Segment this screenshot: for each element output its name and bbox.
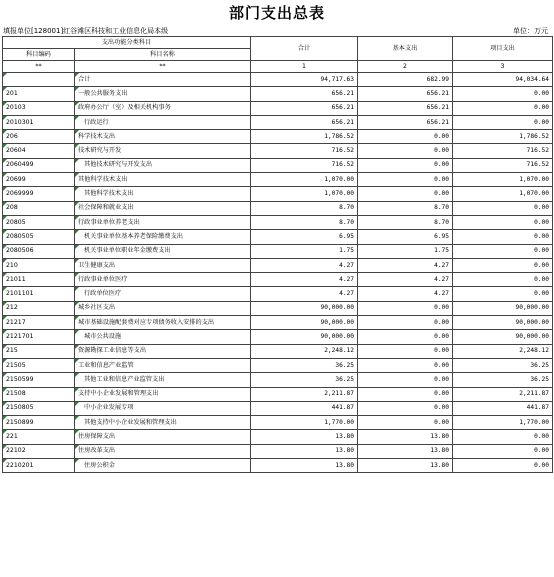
cell-project: 0.00: [453, 201, 553, 215]
cell-total: 716.52: [251, 158, 358, 172]
cell-code: 208: [3, 201, 75, 215]
cell-project: 0.00: [453, 258, 553, 272]
table-row: [3, 344, 553, 358]
cell-code: 201: [3, 87, 75, 101]
cell-total: 6.95: [251, 230, 358, 244]
cell-total: 13.80: [251, 459, 358, 473]
cell-project: 2,211.87: [453, 387, 553, 401]
table-row: [3, 87, 553, 101]
cell-code: 21508: [3, 387, 75, 401]
header-name: 科目名称: [75, 49, 251, 61]
table-row: [3, 273, 553, 287]
cell-project: 716.52: [453, 144, 553, 158]
cell-name: 城乡社区支出: [75, 301, 251, 315]
cell-basic: 0.00: [358, 344, 453, 358]
cell-name: 住房公积金: [75, 459, 251, 473]
cell-total: 8.70: [251, 201, 358, 215]
header-star-code: **: [3, 61, 75, 73]
cell-project: 1,070.00: [453, 187, 553, 201]
table-row: [3, 73, 553, 87]
cell-basic: 4.27: [358, 273, 453, 287]
cell-basic: 0.00: [358, 316, 453, 330]
table-row: [3, 258, 553, 272]
cell-project: 1,770.00: [453, 416, 553, 430]
cell-total: 656.21: [251, 87, 358, 101]
table-row: [3, 287, 553, 301]
cell-total: 90,000.00: [251, 316, 358, 330]
cell-total: 716.52: [251, 144, 358, 158]
header-row-index: [3, 61, 553, 73]
table-row: [3, 373, 553, 387]
expenditure-table: [2, 36, 553, 473]
cell-total: 2,248.12: [251, 344, 358, 358]
cell-total: 1,070.00: [251, 173, 358, 187]
cell-name: 政府办公厅（室）及相关机构事务: [75, 101, 251, 115]
table-row: [3, 444, 553, 458]
table-row: [3, 130, 553, 144]
cell-project: 1,070.00: [453, 173, 553, 187]
cell-name: 其他技术研究与开发支出: [75, 158, 251, 172]
cell-basic: 13.80: [358, 444, 453, 458]
cell-basic: 0.00: [358, 187, 453, 201]
cell-name: 其他支持中小企业发展和管理支出: [75, 416, 251, 430]
cell-basic: 0.00: [358, 401, 453, 415]
cell-name: 技术研究与开发: [75, 144, 251, 158]
cell-code: 21505: [3, 358, 75, 372]
cell-project: 1,786.52: [453, 130, 553, 144]
cell-name: 合计: [75, 73, 251, 87]
cell-project: 0.00: [453, 87, 553, 101]
cell-name: 机关事业单位职业年金缴费支出: [75, 244, 251, 258]
cell-total: 2,211.87: [251, 387, 358, 401]
table-row: [3, 187, 553, 201]
cell-code: 2080506: [3, 244, 75, 258]
cell-basic: 0.00: [358, 330, 453, 344]
header-row-group: [3, 37, 553, 49]
cell-total: 94,717.63: [251, 73, 358, 87]
header-total: 合计: [251, 37, 358, 61]
cell-name: 城市公共设施: [75, 330, 251, 344]
cell-name: 行政单位医疗: [75, 287, 251, 301]
cell-name: 卫生健康支出: [75, 258, 251, 272]
table-row: [3, 358, 553, 372]
table-row: [3, 430, 553, 444]
cell-basic: 13.80: [358, 430, 453, 444]
cell-project: 36.25: [453, 373, 553, 387]
cell-name: 城市基础设施配套费对应专项债务收入安排的支出: [75, 316, 251, 330]
header-code: 科目编码: [3, 49, 75, 61]
table-row: [3, 416, 553, 430]
cell-basic: 656.21: [358, 101, 453, 115]
cell-project: 0.00: [453, 115, 553, 129]
cell-basic: 8.70: [358, 215, 453, 229]
cell-code: 2150599: [3, 373, 75, 387]
cell-basic: 0.00: [358, 387, 453, 401]
cell-code: 20103: [3, 101, 75, 115]
cell-basic: 1.75: [358, 244, 453, 258]
cell-name: 住房保障支出: [75, 430, 251, 444]
cell-basic: 4.27: [358, 287, 453, 301]
cell-name: 科学技术支出: [75, 130, 251, 144]
cell-code: 221: [3, 430, 75, 444]
cell-total: 656.21: [251, 115, 358, 129]
cell-code: 2150805: [3, 401, 75, 415]
cell-total: 1,770.00: [251, 416, 358, 430]
cell-project: 0.00: [453, 287, 553, 301]
cell-basic: 6.95: [358, 230, 453, 244]
cell-basic: 8.70: [358, 201, 453, 215]
cell-name: 工业和信息产业监管: [75, 358, 251, 372]
cell-code: 20699: [3, 173, 75, 187]
table-row: [3, 387, 553, 401]
cell-project: 90,000.00: [453, 301, 553, 315]
cell-project: 0.00: [453, 459, 553, 473]
cell-total: 1.75: [251, 244, 358, 258]
cell-basic: 656.21: [358, 87, 453, 101]
currency-unit: 单位：万元: [513, 27, 548, 35]
cell-basic: 4.27: [358, 258, 453, 272]
header-star-name: **: [75, 61, 251, 73]
cell-project: 0.00: [453, 444, 553, 458]
cell-total: 656.21: [251, 101, 358, 115]
cell-basic: 0.00: [358, 158, 453, 172]
cell-total: 13.80: [251, 430, 358, 444]
cell-project: 0.00: [453, 273, 553, 287]
cell-total: 90,000.00: [251, 301, 358, 315]
cell-basic: 0.00: [358, 416, 453, 430]
cell-code: 2210201: [3, 459, 75, 473]
cell-basic: 0.00: [358, 301, 453, 315]
header-function-classification: 支出功能分类科目: [3, 37, 251, 49]
cell-total: 4.27: [251, 258, 358, 272]
cell-name: 支持中小企业发展和管理支出: [75, 387, 251, 401]
cell-name: 资源勘探工业信息等支出: [75, 344, 251, 358]
cell-code: 20805: [3, 215, 75, 229]
table-row: [3, 244, 553, 258]
cell-code: 2080505: [3, 230, 75, 244]
cell-basic: 0.00: [358, 144, 453, 158]
table-row: [3, 173, 553, 187]
table-row: [3, 215, 553, 229]
cell-code: 206: [3, 130, 75, 144]
cell-code: 2069999: [3, 187, 75, 201]
cell-total: 90,000.00: [251, 330, 358, 344]
cell-total: 36.25: [251, 373, 358, 387]
cell-project: 0.00: [453, 430, 553, 444]
table-row: [3, 144, 553, 158]
cell-name: 行政运行: [75, 115, 251, 129]
cell-project: 0.00: [453, 244, 553, 258]
page-title: 部门支出总表: [228, 4, 325, 22]
cell-project: 94,034.64: [453, 73, 553, 87]
cell-code: 2101101: [3, 287, 75, 301]
cell-name: 机关事业单位基本养老保险缴费支出: [75, 230, 251, 244]
cell-code: 2060499: [3, 158, 75, 172]
cell-project: 441.87: [453, 401, 553, 415]
cell-project: 0.00: [453, 230, 553, 244]
cell-name: 其他工业和信息产业监管支出: [75, 373, 251, 387]
table-row: [3, 230, 553, 244]
cell-code: [3, 73, 75, 87]
cell-code: 21011: [3, 273, 75, 287]
cell-project: 90,000.00: [453, 330, 553, 344]
table-row: [3, 330, 553, 344]
cell-basic: 682.99: [358, 73, 453, 87]
cell-total: 4.27: [251, 287, 358, 301]
header-index-1: 1: [251, 61, 358, 73]
table-row: [3, 201, 553, 215]
header-basic: 基本支出: [358, 37, 453, 61]
cell-basic: 0.00: [358, 173, 453, 187]
cell-code: 2121701: [3, 330, 75, 344]
cell-name: 行政事业单位养老支出: [75, 215, 251, 229]
table-row: [3, 316, 553, 330]
cell-total: 8.70: [251, 215, 358, 229]
cell-name: 住房改革支出: [75, 444, 251, 458]
cell-code: 212: [3, 301, 75, 315]
table-row: [3, 459, 553, 473]
cell-project: 36.25: [453, 358, 553, 372]
table-body: [3, 73, 553, 473]
cell-name: 其他科学技术支出: [75, 187, 251, 201]
cell-basic: 0.00: [358, 358, 453, 372]
cell-total: 1,786.52: [251, 130, 358, 144]
table-row: [3, 101, 553, 115]
table-row: [3, 158, 553, 172]
cell-project: 0.00: [453, 215, 553, 229]
cell-name: 行政事业单位医疗: [75, 273, 251, 287]
table-row: [3, 301, 553, 315]
cell-basic: 656.21: [358, 115, 453, 129]
cell-name: 中小企业发展专项: [75, 401, 251, 415]
cell-total: 36.25: [251, 358, 358, 372]
cell-name: 社会保障和就业支出: [75, 201, 251, 215]
header-index-2: 2: [358, 61, 453, 73]
cell-project: 716.52: [453, 158, 553, 172]
cell-name: 其他科学技术支出: [75, 173, 251, 187]
header-index-3: 3: [453, 61, 553, 73]
cell-code: 20604: [3, 144, 75, 158]
cell-basic: 13.80: [358, 459, 453, 473]
cell-name: 一般公共服务支出: [75, 87, 251, 101]
table-row: [3, 115, 553, 129]
reporting-unit: 填报单位[128001]红谷滩区科技和工业信息化局本级: [3, 27, 169, 35]
header-project: 项目支出: [453, 37, 553, 61]
cell-code: 2010301: [3, 115, 75, 129]
cell-code: 21217: [3, 316, 75, 330]
cell-basic: 0.00: [358, 130, 453, 144]
cell-code: 215: [3, 344, 75, 358]
cell-total: 13.80: [251, 444, 358, 458]
cell-project: 2,248.12: [453, 344, 553, 358]
cell-code: 2150899: [3, 416, 75, 430]
cell-basic: 0.00: [358, 373, 453, 387]
cell-code: 210: [3, 258, 75, 272]
cell-total: 4.27: [251, 273, 358, 287]
table-row: [3, 401, 553, 415]
cell-total: 1,070.00: [251, 187, 358, 201]
cell-project: 90,000.00: [453, 316, 553, 330]
cell-code: 22102: [3, 444, 75, 458]
cell-project: 0.00: [453, 101, 553, 115]
cell-total: 441.87: [251, 401, 358, 415]
